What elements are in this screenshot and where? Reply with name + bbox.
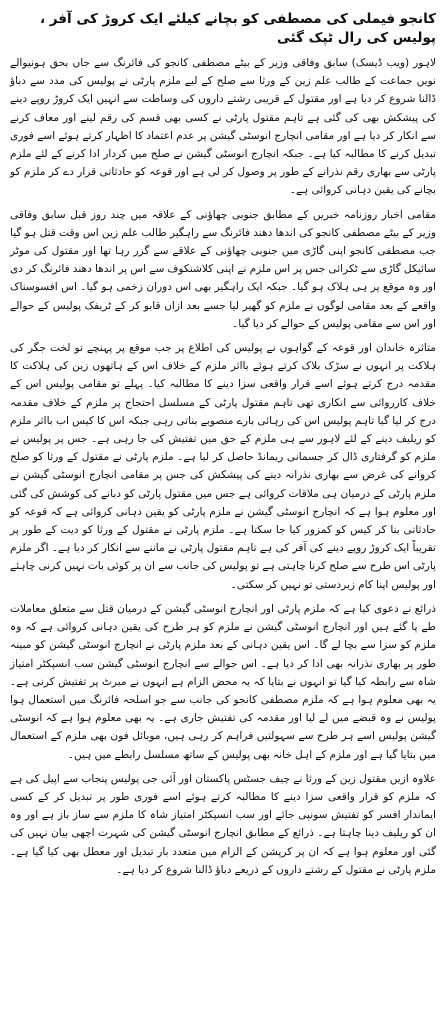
article-paragraph: علاوہ ازیں مقتول زین کے ورثا نے چیف جسٹس پاکستان اور آئی جی پولیس پنجاب سے اپیل کی ہے کہ ملزم کو قرار واقعی سزا دینے کا مطالبہ کرتے ہوئے اسے فوری طور پر تبدیل کر کے کسی ایماندار افسر کو تفتیش سونپی جائے اور سب انسپکٹر امتیاز شاہ کا ملزم سے ساز باز ہے اور وہ ان کو ریلیف دینا چاہتا ہے۔ ذرائع کے مطابق انچارج انوسٹی گیشن کی شہرت اچھی بیان نہیں کی گئی اور معلوم ہوا ہے کہ ان پر کرپشن کے الزام میں متعدد بار تبدیل اور معطل بھی کیا گیا ہے۔ ملزم پارٹی نے مقتول کے رشتے داروں کے ذریعے دباؤ ڈالنا شروع کر دیا ہے۔ — [10, 772, 436, 876]
article-headline: کانجو فیملی کی مصطفی کو بچانے کیلئے ایک کروڑ کی آفر ، پولیس کی رال ٹپک گئی — [39, 11, 436, 46]
article-paragraph: لاہور (ویب ڈیسک) سابق وفاقی وزیر کے بیٹے مصطفی کانجو کی فائرنگ سے جاں بحق ہونیوالے نویں جماعت کے طالب علم زین کے ورثا سے صلح کے لیے ملزم پارٹی نے پولیس کی مدد سے دباؤ ڈالنا شروع کر دیا ہے اور مقتول کے قریبی رشتے داروں کی وساطت سے انہیں ایک کروڑ روپے دینے کی پیشکش بھی کی گئی ہے تاہم مقتول پارٹی نے کسی بھی قسم کی رقم لینے اور معاف کرنے سے انکار کر دیا ہے اور مقامی انچارج انوسٹی گیشن پر عدم اعتماد کا اظہار کرتے ہوئے اسے فوری تبدیل کرنے کا مطالبہ کیا ہے۔ جبکہ انچارج انوسٹی گیشن نے صلح میں کردار ادا کرنے کے لئے ملزم پارٹی سے بھاری رقم نذرانے کے طور پر وصول کر لی ہے اور قوعہ کو حادثاتی قرار دے کر ملزم کو بچانے کی یقین دہانی کروائی ہے۔ — [10, 57, 436, 197]
article-paragraph: ذرائع نے دعوی کیا ہے کہ ملزم پارٹی اور انچارج انوسٹی گیشن کے درمیان قتل سے متعلق معاملات طے پا گئے ہیں اور انچارج انوسٹی گیشن نے ملزم کو ہر طرح کی یقین دہانی کروائی ہے کہ وہ ملزم کو سزا سے بچا لے گا۔ اس یقین دہانی کے بعد ملزم پارٹی نے انچارج انوسٹی گیشن کو مبینہ طور پر بھاری نذرانہ بھی ادا کر دیا ہے۔ اس حوالے سے انچارج انوسٹی گیشن سب انسپکٹر امتیاز شاہ سے رابطہ کیا گیا تو انہوں نے بتایا کہ یہ محض الزام ہے انہوں نے میرٹ پر تفتیش کرنی ہے۔ یہ بھی معلوم ہوا ہے کہ ملزم مصطفی کانجو کی جانب سے جو اسلحہ فائرنگ میں استعمال ہوا پولیس نے وہ قبضے میں لے لیا اور مقدمہ کی تفتیش جاری ہے۔ یہ بھی معلوم ہوا ہے کہ انوسٹی گیشن پولیس اسے ہر طرح سے سہولتیں فراہم کر رہی ہیں، موبائل فون بھی ملزم کے استعمال میں بتایا گیا ہے اور ملزم کے اہل خانہ بھی پولیس کے ساتھ مسلسل رابطے میں ہیں۔ — [10, 602, 436, 761]
article-paragraph: متاثرہ خاندان اور قوعہ کے گواہوں نے پولیس کی اطلاع پر جب موقع پر پہنچے تو لخت جگر کی ہلاکت پر انہوں نے سڑک بلاک کرتے ہوئے بااثر ملزم کے خلاف اس کے ہاتھوں زین کی ہلاکت کا مقدمہ درج کرتے ہوئے اسے قرار واقعی سزا دینے کا مطالبہ کیا۔ پہلے تو مقامی پولیس اس کے خلاف کارروائی سے انکاری تھی تاہم مقتول پارٹی کے مسلسل احتجاج پر ملزم کے خلاف مقدمہ درج کر لیا گیا تاہم پولیس اس کی رہائی بارے منصوبے بناتی رہی جبکہ اس کا کیس اب بااثر ملزم کو ریلیف دینے کے لئے لاہور سے ہی ملزم کے حق میں تفتیش کی جا رہی ہے۔ جس پر پولیس نے ملزم کو گرفتاری ڈال کر جسمانی ریمانڈ حاصل کر لیا ہے۔ ملزم پارٹی نے مقتول کے ورثا کو صلح کروانے کی غرض سے بھاری نذرانہ دینے کی پیشکش کی جس پر مقامی انچارج انوسٹی گیشن نے ملزم پارٹی کے درمیان ہی ملاقات کروائی ہے جس میں مقتول پارٹی کو دبانے کی کوشش کی گئی اور معلوم ہوا ہے کہ انچارج انوسٹی گیشن نے ملزم پارٹی کو یقین دہانی کروائی ہے کہ قوعہ کو حادثاتی بنا کر کیس کو کمزور کیا جا سکتا ہے۔ ملزم پارٹی نے مقتول کے ورثا کو دیت کے طور پر تقریباً ایک کروڑ روپے دینے کی آفر کی ہے تاہم مقتول پارٹی نے ماننے سے انکار کر دیا ہے۔ اگر ملزم پارٹی اس طرح سے صلح کرنا چاہتی ہے تو پولیس کی جانب سے ان پر کوئی بات نہیں کرنی چاہئے اور پولیس اپنا کام زبردستی تو نہیں کر سکتی۔ — [10, 342, 436, 591]
article-paragraph: مقامی اخبار روزنامہ خبریں کے مطابق جنوبی چھاؤنی کے علاقہ میں چند روز قبل سابق وفاقی وزیر کے بیٹے مصطفی کانجو کی اندھا دھند فائرنگ سے راہگیر طالب علم زین اس وقت قتل ہو گیا جب مصطفی کانجو اپنی گاڑی میں جنوبی چھاؤنی کے علاقے سے گزر رہا تھا اور مقتول کی موٹر سائیکل گاڑی سے ٹکرائی جس پر اس ملزم نے اپنی کلاشنکوف سے اس پر اندھا دھند فائرنگ کر دی اور وہ موقع پر ہی ہلاک ہو گیا۔ جبکہ ایک راہگیر بھی اس دوران زخمی ہو گیا۔ اس افسوسناک واقعے کے بعد مقامی لوگوں نے ملزم کو گھیر لیا جسے بعد ازاں قابو کر کے ٹریفک پولیس کے حوالے اور اس سے مقامی پولیس کے حوالے کر دیا گیا۔ — [10, 208, 436, 330]
